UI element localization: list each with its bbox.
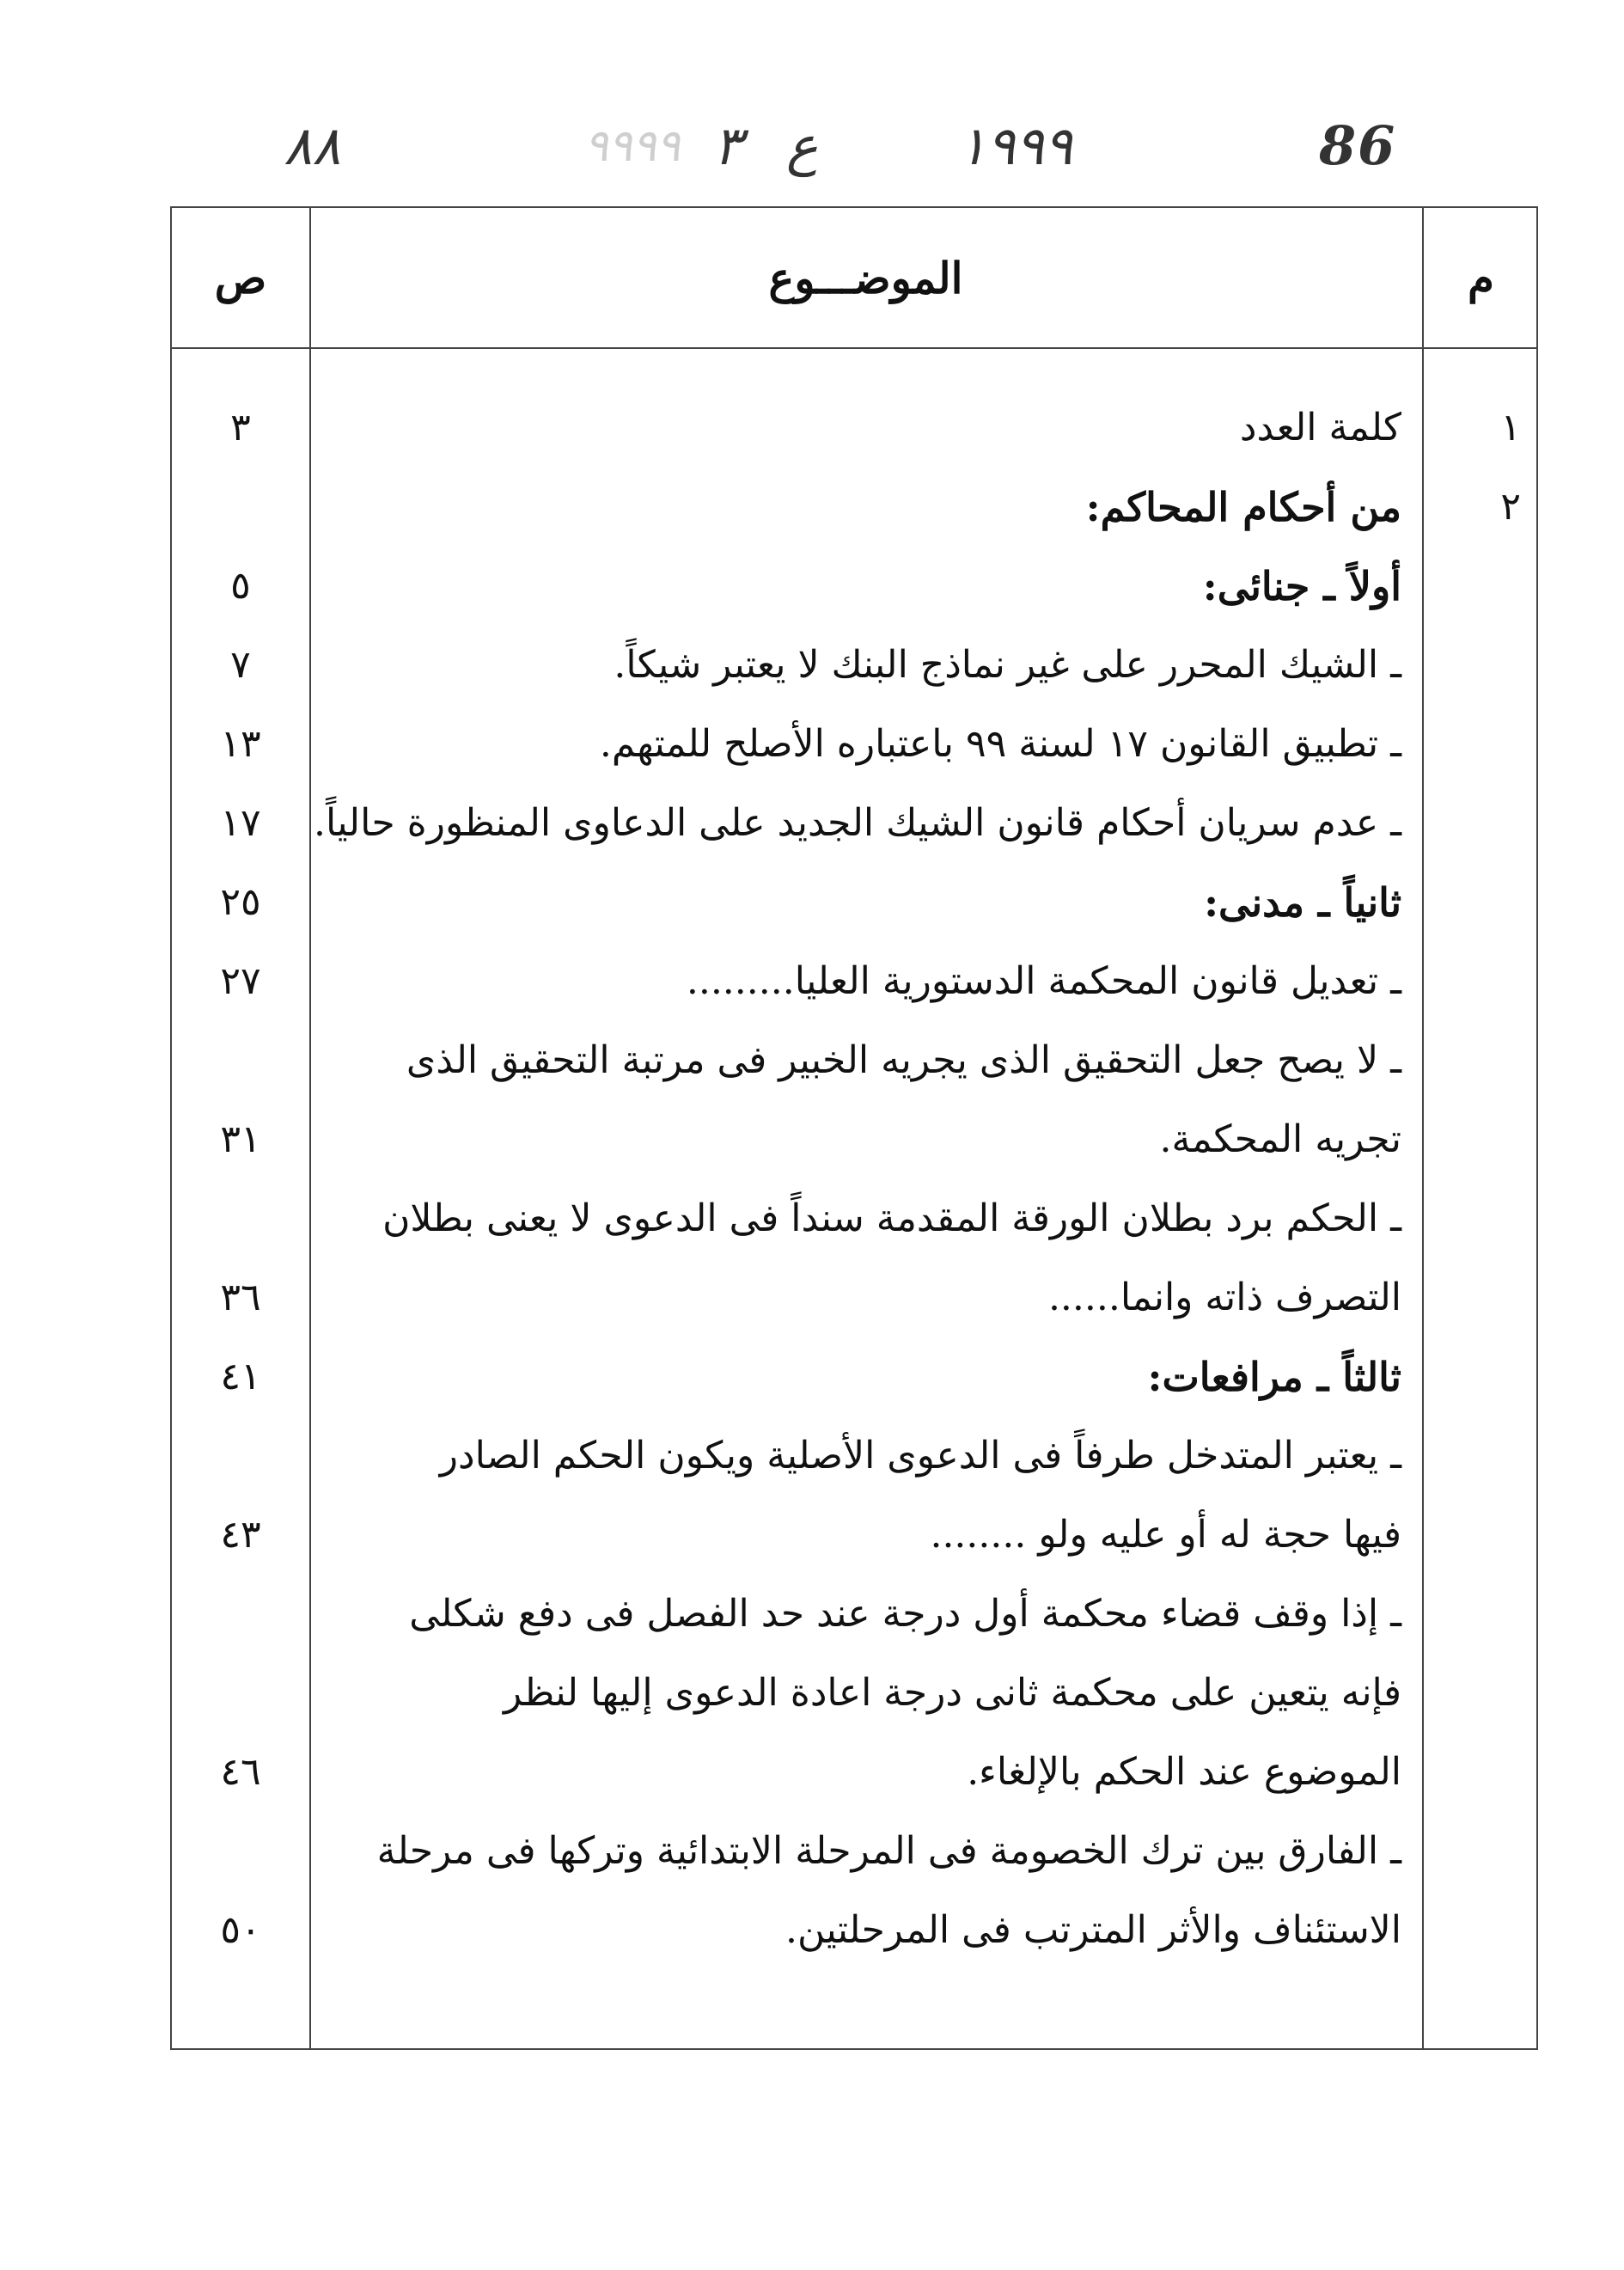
header-topic: الموضـــوع bbox=[768, 252, 963, 303]
page-number: ٣١ bbox=[220, 1117, 261, 1161]
toc-line: ـ تعديل قانون المحكمة الدستورية العليا......... bbox=[686, 959, 1401, 1003]
page-number: ٥٠ bbox=[220, 1908, 261, 1952]
table-of-contents bbox=[170, 206, 1538, 2050]
header-number: م bbox=[1468, 252, 1494, 303]
handwritten-annotation-year: ١٩٩٩ bbox=[958, 114, 1073, 177]
toc-subheading: أولاً ـ جنائى: bbox=[1202, 563, 1401, 609]
handwritten-faint-bleedthrough: ٩٩٩٩ bbox=[584, 120, 681, 172]
toc-line: ـ الحكم برد بطلان الورقة المقدمة سنداً فى الدعوى لا يعنى بطلان bbox=[382, 1196, 1401, 1240]
toc-line: فإنه يتعين على محكمة ثانى درجة اعادة الدعوى إليها لنظر bbox=[504, 1671, 1401, 1715]
page-number: ٤١ bbox=[220, 1355, 261, 1398]
toc-line: ـ تطبيق القانون ١٧ لسنة ٩٩ باعتباره الأصلح للمتهم. bbox=[599, 722, 1401, 766]
header-page: ص bbox=[214, 252, 267, 303]
toc-line: الموضوع عند الحكم بالإلغاء. bbox=[967, 1750, 1401, 1794]
toc-line: ـ عدم سريان أحكام قانون الشيك الجديد على الدعاوى المنظورة حالياً. bbox=[314, 801, 1401, 845]
toc-line: ـ الشيك المحرر على غير نماذج البنك لا يعتبر شيكاً. bbox=[614, 643, 1401, 687]
toc-subheading: ثالثاً ـ مرافعات: bbox=[1147, 1354, 1401, 1400]
number-column bbox=[1422, 347, 1540, 2048]
toc-line: ـ لا يصح جعل التحقيق الذى يجريه الخبير فى مرتبة التحقيق الذى bbox=[406, 1038, 1401, 1082]
toc-line: ـ الفارق بين ترك الخصومة فى المرحلة الابتدائية وتركها فى مرحلة bbox=[376, 1829, 1401, 1873]
page-number: ١٣ bbox=[220, 722, 261, 766]
page-number: ٢٧ bbox=[220, 959, 261, 1003]
page-number: ٣٦ bbox=[220, 1276, 261, 1319]
page-number: ٤٦ bbox=[220, 1750, 261, 1794]
toc-line: كلمة العدد bbox=[1239, 406, 1401, 450]
page-number: ٢٥ bbox=[220, 880, 261, 924]
item-number: ١ bbox=[1500, 406, 1521, 450]
toc-line: فيها حجة له أو عليه ولو ........ bbox=[930, 1513, 1401, 1557]
page-number: ٣ bbox=[230, 406, 251, 450]
toc-line: الاستئناف والأثر المترتب فى المرحلتين. bbox=[785, 1908, 1401, 1952]
handwritten-annotation-right: 86 bbox=[1319, 114, 1397, 177]
page-number: ٤٣ bbox=[220, 1513, 261, 1557]
handwritten-annotation-left: ٨٨ bbox=[284, 114, 341, 177]
handwritten-annotation-number: ٣ bbox=[713, 114, 742, 177]
page-number: ١٧ bbox=[220, 801, 261, 845]
page-number: ٧ bbox=[230, 643, 251, 687]
toc-section-heading: من أحكام المحاكم: bbox=[1085, 484, 1401, 530]
toc-line: ـ يعتبر المتدخل طرفاً فى الدعوى الأصلية ويكون الحكم الصادر bbox=[439, 1434, 1401, 1478]
handwritten-annotation-letter: ع bbox=[786, 114, 818, 177]
toc-line: تجريه المحكمة. bbox=[1159, 1117, 1401, 1161]
page-column bbox=[172, 347, 309, 2048]
topic-column bbox=[309, 347, 1422, 2048]
toc-line: التصرف ذاته وانما...... bbox=[1047, 1276, 1401, 1319]
page-number: ٥ bbox=[230, 564, 251, 608]
toc-subheading: ثانياً ـ مدنى: bbox=[1204, 879, 1401, 926]
item-number: ٢ bbox=[1500, 485, 1521, 529]
toc-line: ـ إذا وقف قضاء محكمة أول درجة عند حد الفصل فى دفع شكلى bbox=[409, 1592, 1401, 1636]
